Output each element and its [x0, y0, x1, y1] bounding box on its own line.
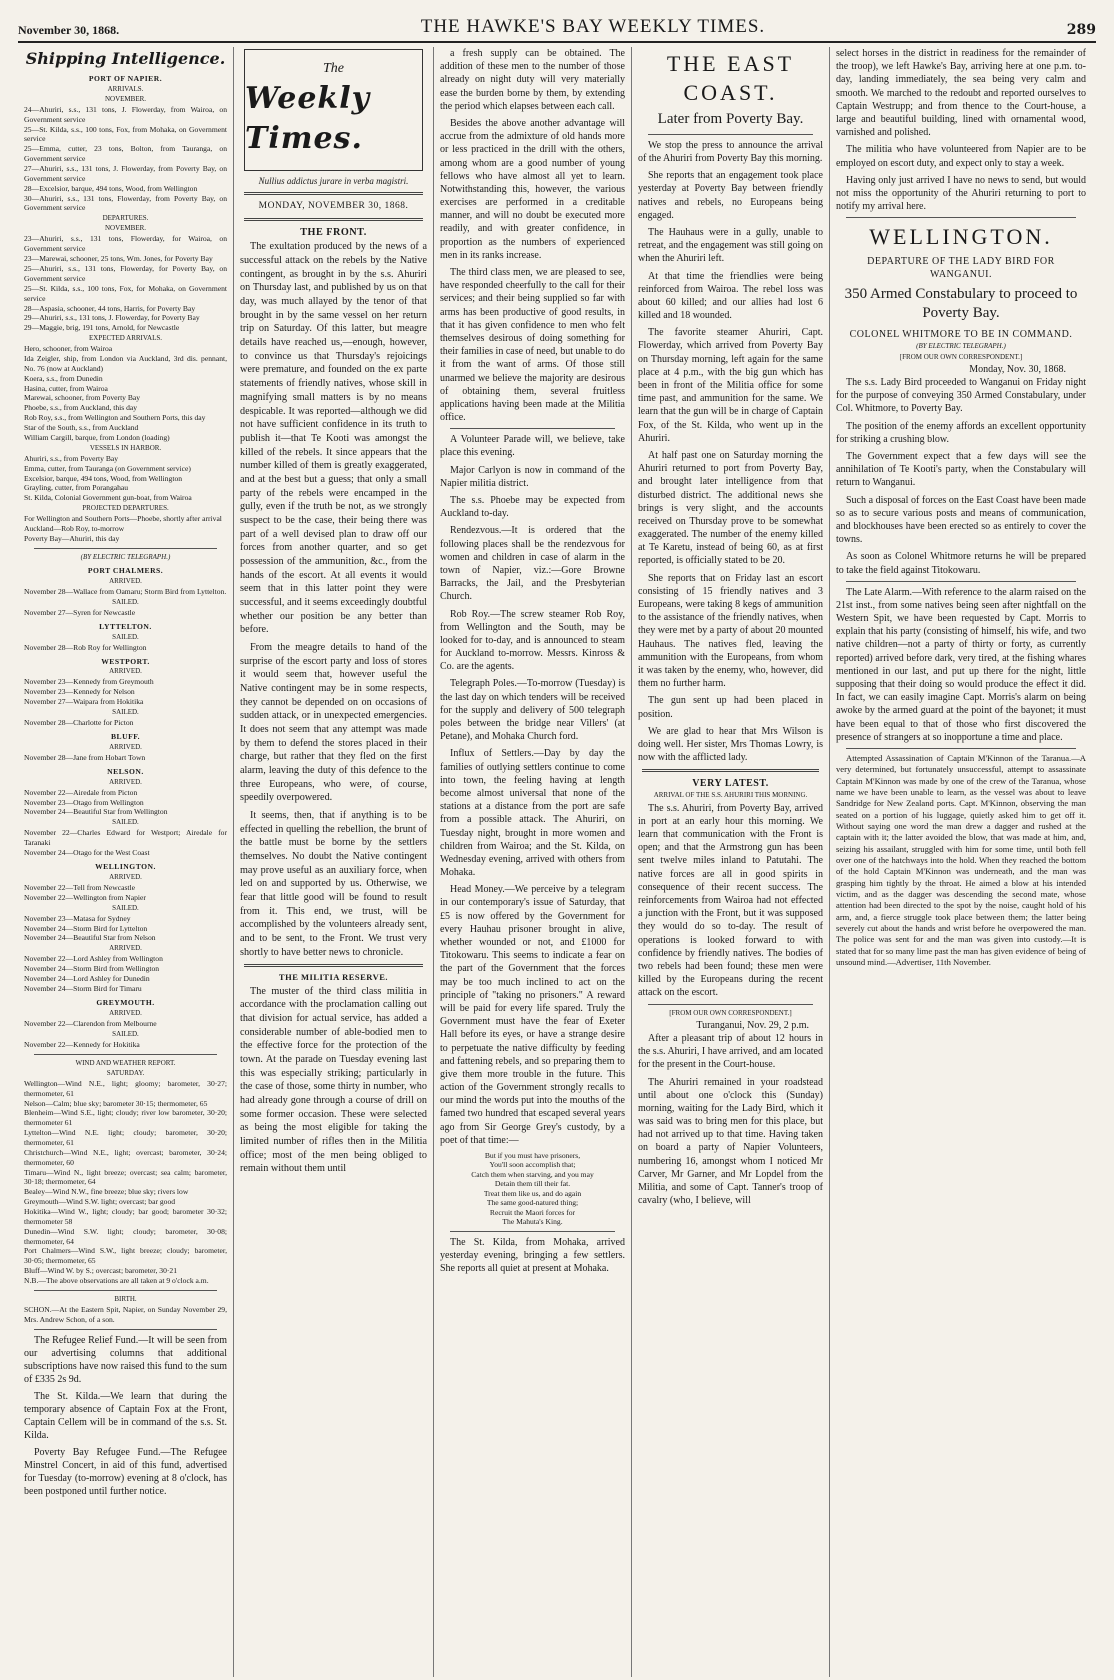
port-entry: SAILED. [112, 597, 139, 606]
paragraph: Besides the above another advantage will accrue from the admixture of old hands more or less practiced in the drill with the others, among whom are a good number of young fellows who have almost all yet to learn. Notwithstanding this, however, the various exercises are performed in a creditable manner, and will no doubt be executed more readily, and with greater confidence, in proportion as the numbers of experienced men in its ranks increase. [440, 117, 625, 261]
list-item: Blenheim—Wind S.E., light; cloudy; river low barometer, 30·20; thermometer 61 [24, 1108, 227, 1128]
paragraph: The s.s. Phoebe may be expected from Auckland to-day. [440, 495, 625, 520]
militia-continued [440, 47, 625, 424]
paragraph: The muster of the third class militia in accordance with the proclamation calling out that division for actual service, has added a considerable number of able-bodied men to the effective force for the protection of the town. At the parade on Tuesday evening last this was especially striking; particularly in the case of those, some thirty in number, who had already gone through a course of drill on some former occasion. These were selected as being the most eligible for taking the limited number of rifles then in the Militia office; most of the men being obliged to remain without them until [240, 985, 427, 1175]
port-entry: November 22—Charles Edward for Westport; Airedale for Taranaki [24, 828, 227, 848]
port-entry: November 28—Rob Roy for Wellington [24, 642, 147, 652]
list-item: 28—Excelsior, barque, 494 tons, Wood, from Wellington [24, 183, 198, 193]
ports-section [24, 566, 227, 1050]
port-entry: November 22—Tell from Newcastle [24, 882, 136, 892]
list-item: Detain them till their fat. [494, 1179, 571, 1189]
paragraph: The gun sent up had been placed in position. [638, 695, 823, 720]
projected-heading: PROJECTED DEPARTURES. [82, 504, 169, 513]
list-item: Star of the South, s.s., from Auckland [24, 423, 139, 433]
paragraph: She reports that an engagement took place yesterday at Poverty Bay between friendly natives and rebels, no Europeans being engaged. [638, 170, 823, 221]
paragraph: It seems, then, that if anything is to be effected in quelling the rebellion, the brunt of the battle must be borne by the settlers themselves. No doubt the Native contingent may prove useful as an auxiliary force, when led on and supported by us. Otherwise, we fear that little good will be found to result from it. This end, we trust, will be accomplished by the volunteers already sent, and to be sent, to the Front. We trust very shortly to have better news to chronicle. [240, 809, 427, 958]
port-entry: November 24—Lord Ashley for Dunedin [24, 974, 150, 984]
birth-notice: SCHON.—At the Eastern Spit, Napier, on Sunday November 29, Mrs. Andrew Schon, of a son. [24, 1304, 227, 1324]
paragraph: Rob Roy.—The screw steamer Rob Roy, from Wellington and the South, may be looked for to-day, and is announced to steam for Auckland to-morrow. Messrs. Kinross & Co. are the agents. [440, 608, 625, 673]
list-item: Recruit the Maori forces for [489, 1207, 576, 1217]
paragraph: The Hauhaus were in a gully, unable to retreat, and the engagement was still going on when the Ahuriri left. [638, 226, 823, 265]
telegraph-note: (BY ELECTRIC TELEGRAPH.) [80, 552, 171, 561]
column-local-news [434, 47, 632, 1677]
list-item: Catch them when starving, and you may [471, 1169, 594, 1179]
paragraph: The s.s. Ahuriri, from Poverty Bay, arrived in port at an early hour this morning. We learn that communication with the Front is open; and that the Armstrong gun has been sent twelve miles inland to Patutahi. The native forces are all in good spirits in consequence of their recent success. The reinforcements from Wairoa had not effected a junction with the Front, but it was supposed they would do so to-day. The result of operations is looked forward to with confidence by friendly natives. The bodies of two rebels had been found; these men were killed by the Europeans during the recent attack on the escort. [638, 802, 823, 999]
list-item: Grayling, cutter, from Porangahau [24, 483, 129, 493]
column-wellington [830, 47, 1092, 1677]
paragraph: From the meagre details to hand of the surprise of the escort party and loss of stores it would seem that, however useful the Native contingent may be in some respects, they cannot be depended on on occasions of sudden attack, or in unexpected emergencies. It does not seem that any attempt was made by them to defend the stores placed in their charge, but rather that they fled on the first alarm, leaving the duty of this defence to the three Europeans, who were, of course, speedily overpowered. [240, 641, 427, 804]
list-item: Lyttelton—Wind N.E. light; cloudy; barometer, 30·20; thermometer, 61 [24, 1128, 227, 1147]
list-item: Hokitika—Wind W., light; cloudy; bar good; barometer 30·32; thermometer 58 [24, 1207, 227, 1226]
port-name: WESTPORT. [101, 656, 150, 666]
list-item: St. Kilda, Colonial Government gun-boat, from Wairoa [24, 493, 192, 503]
list-item: Port Chalmers—Wind S.W., light breeze; cloudy; barometer, 30·05; thermometer, 65 [24, 1246, 227, 1266]
paragraph: Poverty Bay Refugee Fund.—The Refugee Minstrel Concert, in aid of this fund, advertised for Tuesday (to-morrow) evening at 8 o'clock, has been postponed until further notice. [24, 1446, 227, 1497]
correspondent-dateline: Turanganui, Nov. 29, 2 p.m. [696, 1019, 809, 1031]
paragraph: She reports that on Friday last an escort consisting of 15 friendly natives and 3 Europeans, were taking 8 kegs of ammunition to the assistance of the friendly natives, when they were met by a party of about 20 mounted Hauhaus. The natives fled, leaving the ammunition with the Europeans, from whom it was taken by the enemy, who, however, did them no further harm. [638, 572, 823, 690]
port-name: LYTTELTON. [99, 621, 152, 631]
list-item: 29—Maggie, brig, 191 tons, Arnold, for Newcastle [24, 323, 180, 333]
list-item: 29—Ahuriri, s.s., 131 tons, J. Flowerday, for Poverty Bay [24, 313, 200, 323]
paragraph: Influx of Settlers.—Day by day the families of outlying settlers continue to come into town, the feeling having at length become almost universal that none of the stations at a distance from the port are safe from a possible attack. The Ahuriri, on Tuesday night, brought in more women and children from Wairoa; and the St. Kilda, on Wednesday evening, arrived with others from Mohaka. [440, 748, 625, 879]
list-item: Emma, cutter, from Tauranga (on Government service) [24, 463, 191, 473]
port-entry: SAILED. [112, 818, 139, 827]
list-item: 23—Ahuriri, s.s., 131 tons, Flowerday, for Wairoa, on Government service [24, 234, 227, 254]
port-name: NELSON. [107, 766, 144, 776]
very-latest-article [638, 802, 823, 1000]
birth-heading: BIRTH. [114, 1294, 137, 1303]
port-name: GREYMOUTH. [96, 997, 155, 1007]
departures-month: NOVEMBER. [104, 224, 147, 233]
departures-heading: DEPARTURES. [102, 214, 149, 223]
columns [18, 47, 1096, 1677]
east-coast-title: THE EAST COAST. [666, 51, 795, 106]
weather-list [24, 1079, 227, 1276]
list-item: For Wellington and Southern Ports—Phoebe, shortly after arrival [24, 514, 222, 524]
weather-day: SATURDAY. [106, 1068, 145, 1077]
wellington-sub3: COLONEL WHITMORE TO BE IN COMMAND. [849, 329, 1073, 341]
list-item: But if you must have prisoners, [484, 1151, 581, 1160]
list-item: Christchurch—Wind N.E., light; overcast; barometer, 30·24; thermometer, 60 [24, 1147, 227, 1167]
attempted-assassination: Attempted Assassination of Captain M'Kinnon of the Taranua.—A very determined, but fortunately unsuccessful, attempt to assassinate Captain M'Kinnon was made by one of the crew of the Taranua, whose name we have been unable to learn, as the vessel was about to leave Sandridge for New Zealand ports. Capt. M'Kinnon, observing the man seated on a portion of his luggage, quietly asked him to get off it. Without saying one word the man drew a dagger and rushed at the captain with it; the latter avoided the blow, that was made at him, and, seizing his assailant, struggled with him for some time, until both fell over one of the hatchways into the hold. When they reached the bottom of the hold Captain M'Kinnon was underneath, and the man was grasping him tightly by the throat. He aimed a blow at his intended victim, and as the dagger was descending the second mate, whose attention had been directed to the spot by the noise, caught hold of his arm, and, a fierce struggle took place between them; the latter being severely cut about the hands and wrist before he overpowered the man. The police was sent for and the man was given into custody.—It is stated that for so many lime past the man has given evidence of being of unsound mind.—Advertiser, 11th November. [836, 752, 1086, 968]
wellington-correspondent: [FROM OUR OWN CORRESPONDENT.] [899, 352, 1023, 361]
wellington-article [836, 376, 1086, 577]
weather-note: N.B.—The above observations are all taken at 9 o'clock a.m. [24, 1276, 209, 1286]
very-latest-heading: VERY LATEST. [692, 778, 769, 790]
arrivals-list [24, 105, 227, 213]
paragraph: The third class men, we are pleased to see, have responded cheerfully to the call for their services; and their being supplied so far with arms has been productive of good results, in that it has given confidence to men who felt themselves desirous of doing something for their families in case of need, but unable to do it from the want of arms. Of those still unarmed we believe the majority are desirous of obtaining them, several fruitless applications having been made at the Militia office. [440, 267, 625, 424]
vessels-heading: VESSELS IN HARBOR. [89, 443, 162, 452]
port-name: WELLINGTON. [95, 862, 156, 871]
arrivals-month: NOVEMBER. [104, 94, 147, 103]
port-entry: November 23—Matasa for Sydney [24, 913, 131, 923]
vessels-list [24, 454, 227, 503]
paragraph: After a pleasant trip of about 12 hours in the s.s. Ahuriri, I have arrived, and am located for the present in the Court-house. [638, 1032, 823, 1071]
paragraph: The Government expect that a few days will see the annihilation of Te Kooti's party, when the Constabulary will return to Wanganui. [836, 451, 1086, 489]
paragraph: Major Carlyon is now in command of the Napier militia district. [440, 464, 625, 489]
paragraph: We are glad to hear that Mrs Wilson is doing well. Her sister, Mrs Thomas Lowry, is now with the afflicted lady. [638, 725, 823, 764]
port-entry: SAILED. [112, 632, 139, 641]
paragraph: A Volunteer Parade will, we believe, take place this evening. [440, 434, 625, 459]
east-coast-subtitle: Later from Poverty Bay. [657, 111, 804, 128]
port-entry: November 27—Waipara from Hokitika [24, 697, 144, 707]
militia-volunteers: The militia who have volunteered from Napier are to be employed on escort duty, and expect only to stay a week. [836, 144, 1086, 169]
port-entry: November 22—Wellington from Napier [24, 892, 146, 902]
expected-heading: EXPECTED ARRIVALS. [89, 334, 162, 343]
correspondent-article [638, 1032, 823, 1207]
port-entry: November 22—Airedale from Picton [24, 787, 138, 797]
masthead-title: THE HAWKE'S BAY WEEKLY TIMES. [420, 16, 766, 37]
list-item: Greymouth—Wind S.W. light; overcast; bar good [24, 1197, 176, 1207]
port-entry: ARRIVED. [109, 777, 142, 786]
wellington-date: Monday, Nov. 30, 1868. [969, 363, 1066, 375]
list-item: Auckland—Rob Roy, to-morrow [24, 524, 125, 534]
port-entry: SAILED. [112, 903, 139, 912]
port-entry: ARRIVED. [109, 576, 142, 585]
port-entry: November 24—Otago for the West Coast [24, 848, 150, 858]
expected-list [24, 344, 227, 443]
port-entry: November 24—Storm Bird for Lyttelton [24, 923, 148, 933]
front-heading: THE FRONT. [300, 226, 367, 238]
port-entry: November 24—Storm Bird from Wellington [24, 964, 160, 974]
port-entry: SAILED. [112, 708, 139, 717]
list-item: 25—Ahuriri, s.s., 131 tons, Flowerday, for Poverty Bay, on Government service [24, 264, 227, 283]
list-item: 25—St. Kilda, s.s., 100 tons, Fox, for Mohaka, on Government service [24, 283, 227, 303]
port-entry: November 28—Wallace from Oamaru; Storm Bird from Lyttelton. [24, 586, 227, 596]
port-entry: November 23—Otago from Wellington [24, 797, 144, 807]
list-item: Hasina, cutter, from Wairoa [24, 383, 108, 393]
notices-list [24, 1334, 227, 1498]
paragraph: The Refugee Relief Fund.—It will be seen from our advertising columns that additional subscriptions have now raised this fund to the sum of £335 2s 9d. [24, 1334, 227, 1385]
weekly-times-logo [244, 49, 423, 171]
list-item: 23—Marewai, schooner, 25 tons, Wm. Jones, for Poverty Bay [24, 254, 213, 264]
port-entry: November 23—Kennedy for Nelson [24, 687, 135, 697]
port-entry: ARRIVED. [109, 742, 142, 751]
correspondent-continued: select horses in the district in readiness for the remainder of the troop), we left Hawke's Bay, arriving here at one p.m. to-day, landing immediately, the sea being very calm and smooth. We marched to the redoubt and reported ourselves to Captain Westrupp; and from thence to the Court-house, a large and beautiful building, lined with ornamental wood, varnished and polished. [836, 48, 1086, 139]
list-item: 24—Ahuriri, s.s., 131 tons, J. Flowerday, from Wairoa, on Government service [24, 104, 227, 124]
paragraph: We stop the press to announce the arrival of the Ahuriri from Poverty Bay this morning. [638, 139, 823, 165]
paragraph: As soon as Colonel Whitmore returns he will be prepared to take the field against Titokowaru. [836, 551, 1086, 576]
late-alarm: The Late Alarm.—With reference to the alarm raised on the 21st inst., from some natives being seen after nightfall on the Western Spit, we have been requested by Capt. Morris to explain that his party (consisting of himself, his wife, and two native children—not a party of thirty or forty, as currently reported) arrived before dark, very tired, at the fishing whares mentioned in our last, and put up there for the night, little supposing that their doing so would produce the effect it did. In fact, we can easily imagine Capt. Morris's alarm on being awoke by the armed guard at the point of the bayonet; it must have been equal to that of those who first discovered the presence of strangers at so inopportune a time and place. [836, 586, 1086, 743]
list-item: William Cargill, barque, from London (loading) [24, 432, 170, 442]
masthead-date: November 30, 1868. [18, 23, 120, 37]
militia-heading: THE MILITIA RESERVE. [278, 972, 389, 983]
poem [440, 1151, 625, 1227]
paragraph: The favorite steamer Ahuriri, Capt. Flowerday, which arrived from Poverty Bay on Thursday morning, left again for the same place at 4 p.m., with the big gun which has been in front of the Militia office for some time past, and ammunition for the same. We learn that the gun will be in charge of Captain Fox, of the St. Kilda, who went up in the Ahuriri. [638, 327, 823, 444]
paragraph: Such a disposal of forces on the East Coast have been made so as to secure various posts and means of communication, and blockhouses have been erected so as entirely to cover the towns. [836, 494, 1086, 546]
list-item: Wellington—Wind N.E., light; gloomy; barometer, 30·27; thermometer, 61 [24, 1078, 227, 1098]
paragraph: The exultation produced by the news of a successful attack on the rebels by the Native contingent, as brought in by the s.s. Ahuriri on Thursday last, and published by us on that day, was much allayed by the tenor of that brought in by the same vessel on her return trip on Saturday. Of this latter, but meagre details have reached us,—enough, however, to convince us that Thursday's rejoicings were premature, and founded on the ex parte statements of friendly natives, whose skill in magnifying small matters is by no means despicable. It was reported—although we did not have sufficient confidence in its truth to publish it—that Te Kooti was amongst the killed of the rebels. It since appears that the number killed of them is greatly exaggerated, and at the best but a guess; that only a small party of the rebels were encamped in the gully, even if the truth be not, as we strongly suspect to be the case, their being there was part of a well devised plan to draw off our forces from another quarter, and so get possession of the ammunition, &c., from the hands of the escort. At all events it would seem that in this latter point they were successful, and it seems exceedingly doubtful whether our position be any better than before. [240, 241, 427, 636]
list-item: Excelsior, barque, 494 tons, Wood, from Wellington [24, 473, 183, 483]
list-item: 25—St. Kilda, s.s., 100 tons, Fox, from Mohaka, on Government service [24, 124, 227, 144]
page-number: 289 [1066, 22, 1096, 38]
paragraph: At that time the friendlies were being reinforced from Wairoa. The rebel loss was about 60 killed; and our allies had lost 6 killed and 18 wounded. [638, 270, 823, 322]
list-item: Ahuriri, s.s., from Poverty Bay [24, 453, 119, 463]
list-item: Treat them like us, and do again [483, 1188, 582, 1198]
projected-list [24, 514, 227, 544]
logo-title: Weekly Times. [245, 81, 371, 157]
port-entry: November 24—Beautiful Star from Nelson [24, 933, 156, 943]
port-entry: November 28—Charlotte for Picton [24, 718, 134, 728]
list-item: Phoebe, s.s., from Auckland, this day [24, 403, 138, 413]
list-item: Bluff—Wind W. by S.; overcast; barometer, 30·21 [24, 1266, 177, 1276]
port-entry: November 27—Syren for Newcastle [24, 607, 136, 617]
masthead [18, 12, 1096, 43]
list-item: You'll soon accomplish that; [489, 1160, 576, 1170]
local-items [440, 433, 625, 1147]
logo-the: The [323, 61, 344, 77]
st-kilda-notice: The St. Kilda, from Mohaka, arrived yesterday evening, bringing a few settlers. She reports all quiet at present at Mohaka. [440, 1236, 625, 1275]
list-item: Nelson—Calm; blue sky; barometer 30·15; thermometer, 65 [24, 1098, 208, 1108]
issue-dateline: MONDAY, NOVEMBER 30, 1868. [258, 201, 409, 212]
list-item: Koera, s.s., from Dunedin [24, 373, 103, 383]
port-name: BLUFF. [110, 731, 141, 741]
wellington-telegraph: (BY ELECTRIC TELEGRAPH.) [916, 342, 1006, 351]
list-item: Marewai, schooner, from Poverty Bay [24, 393, 141, 403]
wellington-sub2: 350 Armed Constabulary to proceed to Poverty Bay. [844, 285, 1078, 322]
departures-list [24, 234, 227, 333]
list-item: 25—Emma, cutter, 23 tons, Bolton, from Tauranga, on Government service [24, 144, 227, 164]
port-name: PORT CHALMERS. [87, 565, 164, 575]
very-latest-subheading: ARRIVAL OF THE S.S. AHURIRI THIS MORNING. [653, 791, 808, 800]
list-item: The Mahuta's King. [502, 1217, 563, 1227]
port-entry: ARRIVED. [109, 667, 142, 676]
paragraph: The St. Kilda.—We learn that during the temporary absence of Captain Fox at the Front, Captain Cellem will be in command of the s.s. St. Kilda. [24, 1390, 227, 1441]
port-entry: ARRIVED. [109, 1008, 142, 1017]
front-article [240, 240, 427, 959]
list-item: Ida Zeigler, ship, from London via Auckland, 3rd dis. pennant, No. 76 (now at Auckland) [24, 354, 227, 373]
correspondent-note: [FROM OUR OWN CORRESPONDENT.] [669, 1008, 792, 1017]
port-entry: November 24—Storm Bird for Timaru [24, 984, 142, 994]
column-shipping [18, 47, 234, 1677]
paragraph: Head Money.—We perceive by a telegram in our contemporary's issue of Saturday, that £5 is now offered by the Government for every Hauhau prisoner brought in alive, whether wounded or not, and £1000 for Titokowaru. This seems to indicate a fear on the part of the Government that the forces may be too much inclined to act on the principle of "taking no prisoners." A reward will be paid for every life spared. Truly the Government must have the fear of Exeter Hall before its eyes, or have a strange desire to perpetuate the native difficulty by feeding and fattening rebels, and so preparing them to give them more trouble in the future. This action of the Government strongly recalls to our mind the words put into the mouths of the famed two hundred that escaped several years ago from Sir George Grey's custody, by a poet of that time:— [440, 884, 625, 1146]
list-item: Poverty Bay—Ahuriri, this day [24, 533, 120, 543]
list-item: 27—Ahuriri, s.s., 131 tons, J. Flowerday, from Poverty Bay, on Government service [24, 164, 227, 183]
port-entry: SAILED. [112, 1029, 139, 1038]
list-item: Rob Roy, s.s., from Wellington and Southern Ports, this day [24, 413, 206, 423]
port-entry: November 22—Clarendon from Melbourne [24, 1018, 157, 1028]
port-entry: November 24—Beautiful Star from Wellington [24, 807, 168, 817]
shipping-heading: Shipping Intelligence. [25, 49, 226, 68]
arrivals-heading: ARRIVALS. [107, 84, 144, 93]
wellington-sub1: DEPARTURE OF THE LADY BIRD FOR WANGANUI. [867, 256, 1055, 281]
list-item: 28—Aspasia, schooner, 44 tons, Harris, for Poverty Bay [24, 303, 196, 313]
port-entry: November 22—Lord Ashley from Wellington [24, 954, 163, 964]
paragraph: The Ahuriri remained in your roadstead until about one o'clock this (Sunday) morning, waiting for the Lady Bird, which it was said was to bring men for this place, but had not arrived up to that time. Having taken on board a party of Napier Volunteers, numbering 16, amongst whom I noticed Mr Carver, Mr Garner, and Mr Lopdel from the Militia, and some of Capt. Tanner's troop of cavalry (who, I believe, will [638, 1076, 823, 1207]
column-editorial [234, 47, 434, 1677]
list-item: Timaru—Wind N., light breeze; overcast; sea calm; barometer, 30·18; thermometer, 64 [24, 1167, 227, 1187]
militia-article [240, 985, 427, 1176]
list-item: Dunedin—Wind S.W. light; cloudy; barometer, 30·08; thermometer, 64 [24, 1226, 227, 1246]
port-entry: ARRIVED. [109, 944, 142, 953]
list-item: 30—Ahuriri, s.s., 131 tons, Flowerday, from Poverty Bay, on Government service [24, 193, 227, 213]
column-east-coast [632, 47, 830, 1677]
arrival-note: Having only just arrived I have no news to send, but would not miss the opportunity of the Ahuriri returning to port to notify my arrival here. [836, 174, 1086, 213]
paragraph: The position of the enemy affords an excellent opportunity for striking a crushing blow. [836, 420, 1086, 445]
port-entry: November 23—Kennedy from Greymouth [24, 677, 154, 687]
port-entry: November 22—Kennedy for Hokitika [24, 1039, 140, 1049]
paragraph: Telegraph Poles.—To-morrow (Tuesday) is the last day on which tenders will be received for the supply and delivery of 500 telegraph poles between the bridge near Villers' (at Petane), and Mohaka Church ford. [440, 678, 625, 743]
east-coast-article [638, 139, 823, 764]
port-entry: ARRIVED. [109, 872, 142, 881]
port-entry: November 28—Jane from Hobart Town [24, 752, 146, 762]
paragraph: Rendezvous.—It is ordered that the following places shall be the rendezvous for women and children in case of alarm in the town of Napier, viz.:—Gore Browne Barracks, the Jail, and the Presbyterian Church. [440, 525, 625, 603]
weather-heading: WIND AND WEATHER REPORT. [75, 1058, 176, 1067]
paragraph: a fresh supply can be obtained. The addition of these men to the number of those already on night duty will very materially ease the burden borne by them, by extending the period which elapses between each call. [440, 48, 625, 112]
list-item: Bealey—Wind N.W., fine breeze; blue sky; rivers low [24, 1187, 189, 1197]
paragraph: At half past one on Saturday morning the Ahuriri returned to port from Poverty Bay, and brought later intelligence from that disturbed district. The additional news she brings is very slight, and the accounts received on Thursday prove to be somewhat exaggerated. The number of the enemy killed at Te Karetu, instead of being 60, as at first reported, is officially stated to be 20. [638, 449, 823, 567]
paragraph: The s.s. Lady Bird proceeded to Wanganui on Friday night for the purpose of conveying 350 Armed Constabulary, under Col. Whitmore, to Poverty Bay. [836, 377, 1086, 415]
list-item: The same good-natured thing; [486, 1198, 579, 1208]
port-heading: PORT OF NAPIER. [88, 73, 163, 83]
motto: Nullius addictus jurare in verba magistri. [258, 176, 409, 186]
wellington-title: WELLINGTON. [869, 224, 1053, 250]
list-item: Hero, schooner, from Wairoa [24, 344, 113, 354]
